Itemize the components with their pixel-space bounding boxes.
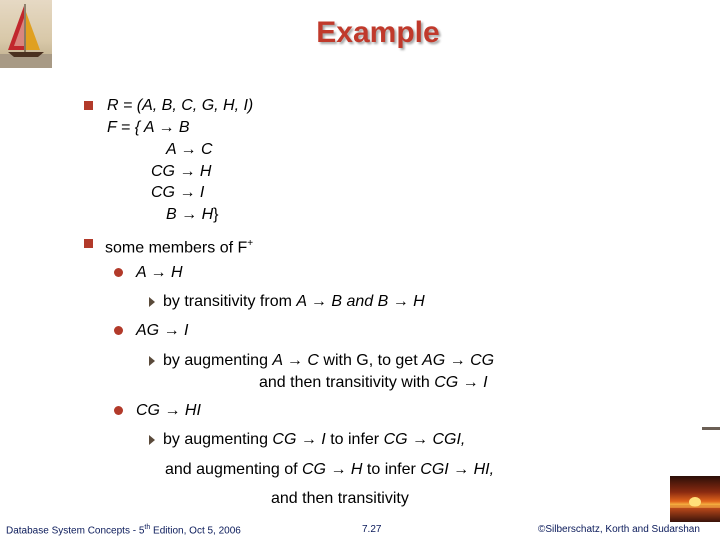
derivation-text: by transitivity from xyxy=(163,293,297,310)
page-number: 7.27 xyxy=(362,524,382,535)
member-label: A → H xyxy=(136,264,183,281)
relation-schema: R = (A, B, C, G, H, I) xyxy=(107,97,254,114)
footer-copyright: ©Silberschatz, Korth and Sudarshan xyxy=(538,524,700,535)
triangle-bullet-icon xyxy=(149,356,155,366)
derivation-expr: A → C xyxy=(272,352,319,369)
closure-plus-sup: + xyxy=(247,238,254,249)
closure-intro xyxy=(105,234,253,258)
derivation-expr: A → B and B → H xyxy=(296,293,425,310)
fd-line-5-expr: B → H xyxy=(166,206,214,223)
derivation-line xyxy=(165,460,494,480)
fd-line-2: A → C xyxy=(166,141,213,158)
derivation-line xyxy=(163,292,425,312)
closure-intro-text: some members of F xyxy=(105,239,248,257)
derivation-line xyxy=(163,351,494,371)
footer-edition-date: Edition, Oct 5, 2006 xyxy=(150,525,241,537)
footer-book-info xyxy=(6,524,241,536)
derivation-text: to infer xyxy=(325,431,384,448)
derivation-expr: AG → CG xyxy=(422,352,495,369)
fd-line-3: CG → H xyxy=(151,163,212,180)
derivation-expr: CG → H xyxy=(302,461,363,478)
derivation-expr: CG → CGI, xyxy=(383,431,466,448)
fd-close-brace: } xyxy=(213,206,219,223)
derivation-text: by augmenting xyxy=(163,352,273,369)
triangle-bullet-icon xyxy=(149,435,155,445)
derivation-text: and then transitivity with xyxy=(259,374,435,391)
square-bullet-icon xyxy=(84,101,93,110)
derivation-line xyxy=(259,373,488,393)
square-bullet-icon xyxy=(84,239,93,248)
triangle-bullet-icon xyxy=(149,297,155,307)
footer-book-title: Database System Concepts - 5 xyxy=(6,525,145,537)
derivation-text: to infer xyxy=(362,461,421,478)
circle-bullet-icon xyxy=(114,406,123,415)
fd-line-1: F = { A → B xyxy=(107,119,190,136)
derivation-text: by augmenting xyxy=(163,431,273,448)
derivation-text: and augmenting of xyxy=(165,461,302,478)
derivation-expr: CG → I xyxy=(272,431,326,448)
sunset-image-icon xyxy=(670,476,720,522)
derivation-line: and then transitivity xyxy=(271,490,409,507)
fd-line-5 xyxy=(166,205,218,225)
derivation-expr: CGI → HI, xyxy=(420,461,495,478)
member-label: CG → HI xyxy=(136,402,201,419)
member-label: AG → I xyxy=(136,322,189,339)
fd-line-4: CG → I xyxy=(151,184,205,201)
derivation-line xyxy=(163,430,465,450)
circle-bullet-icon xyxy=(114,268,123,277)
footer-edition-sup: th xyxy=(144,524,151,531)
derivation-text: with G, to get xyxy=(318,352,423,369)
decorative-dash xyxy=(702,427,720,430)
circle-bullet-icon xyxy=(114,326,123,335)
derivation-expr: CG → I xyxy=(434,374,488,391)
slide-title: Example xyxy=(316,16,440,49)
